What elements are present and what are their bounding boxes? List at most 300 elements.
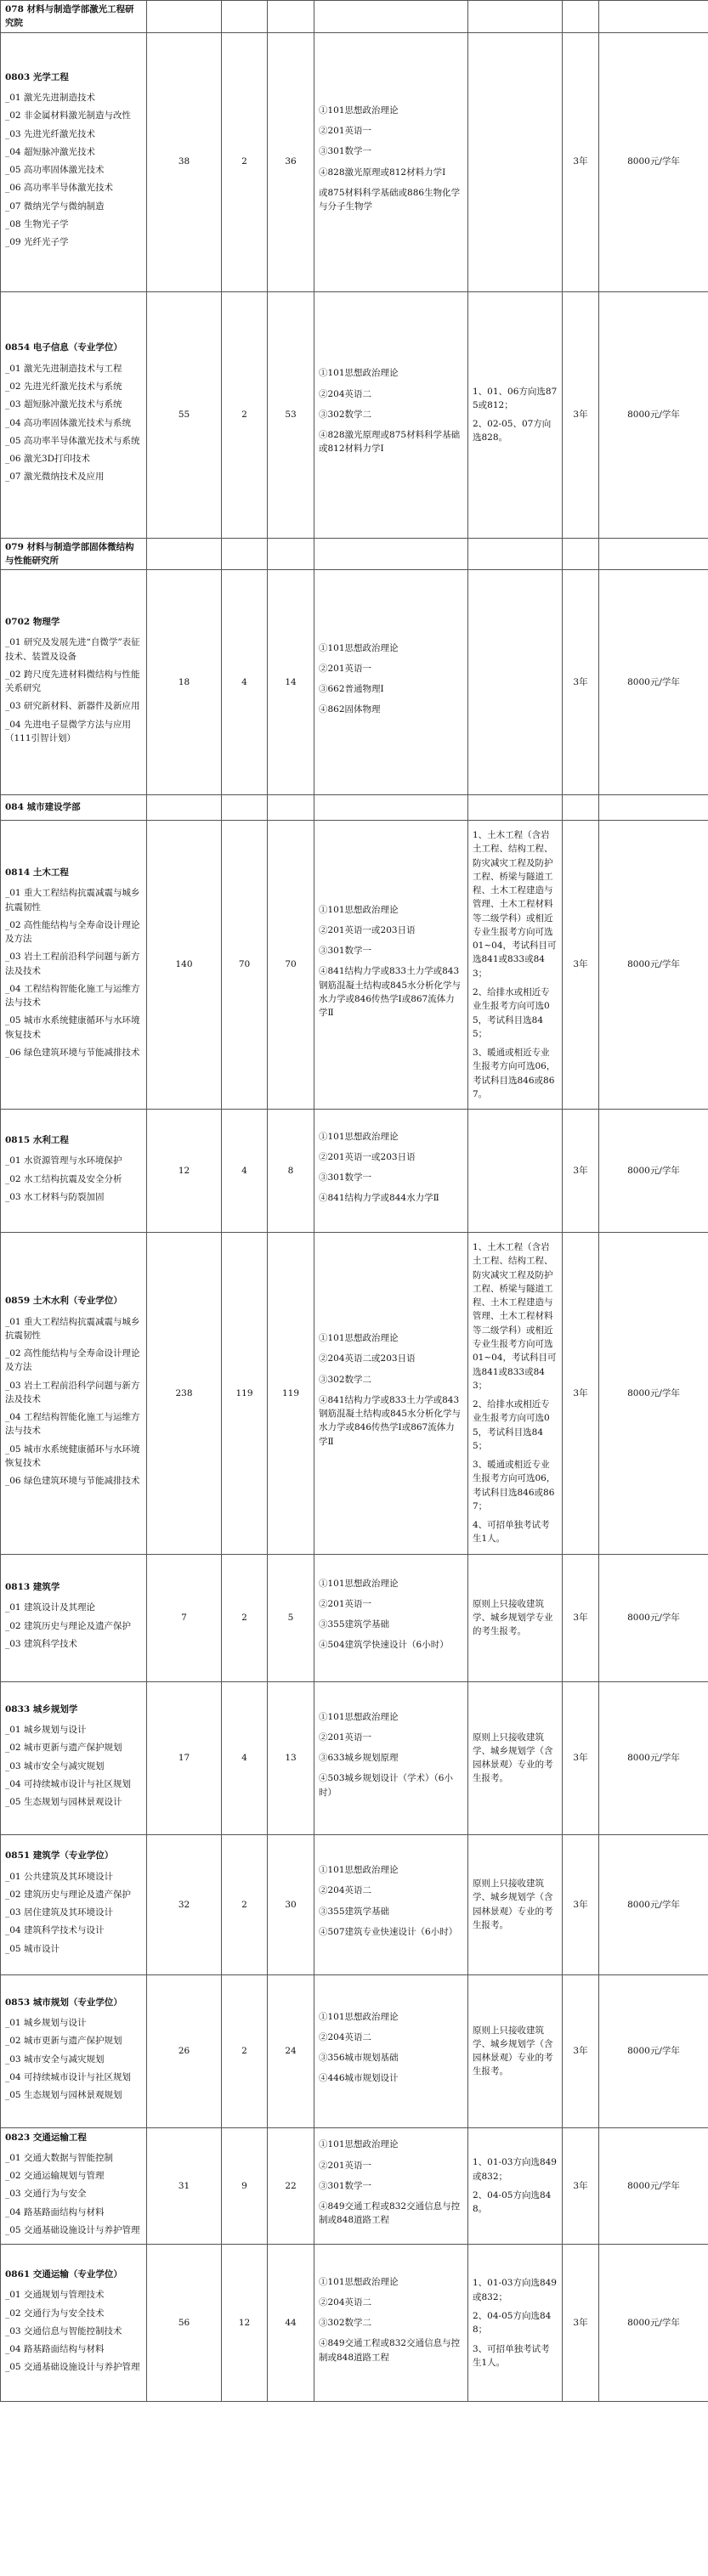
research-direction: _04 可持续城市设计与社区规划 [5, 1778, 131, 1789]
research-direction: _01 激光先进制造技术与工程 [5, 363, 122, 374]
institute-title: 079 材料与制造学部固体微结构与性能研究所 [5, 541, 134, 566]
total-value: 38 [178, 156, 190, 167]
major-cell [1, 1834, 147, 1974]
major-cell [1, 1233, 147, 1555]
exam-subject: ①101思想政治理论 [319, 1865, 399, 1876]
note: 原则上只接收建筑学、城乡规划学专业的考生报考。 [473, 1598, 553, 1637]
exam-subjects-cell [314, 1681, 468, 1834]
recommended-cell [222, 821, 268, 1110]
note: 1、01-03方向选849或832； [473, 2278, 557, 2302]
research-direction: _05 高功率半导体激光技术与系统 [5, 435, 140, 446]
total-value: 7 [181, 1613, 187, 1624]
tuition-fee: 8000元/学年 [627, 676, 680, 687]
recommended-cell [222, 1681, 268, 1834]
research-direction: _03 研究新材料、新器件及新应用 [5, 701, 140, 712]
empty-cell [314, 795, 468, 821]
tuition-cell [599, 1974, 708, 2127]
years-cell [563, 32, 599, 291]
major-title: 0803 光学工程 [5, 71, 69, 82]
years-cell [563, 291, 599, 538]
exam-subjects-cell [314, 821, 468, 1110]
research-direction: _04 超短脉冲激光技术 [5, 146, 95, 157]
total-cell [147, 1554, 222, 1681]
exam-subjects-cell [314, 2245, 468, 2402]
research-direction: _09 光纤光子学 [5, 237, 69, 248]
notes-cell [468, 1681, 563, 1834]
recommended-value: 9 [241, 2180, 247, 2191]
research-direction: _05 高功率固体激光技术 [5, 165, 105, 176]
major-cell [1, 821, 147, 1110]
exam_quota-value: 13 [285, 1753, 297, 1764]
study-years: 3年 [573, 676, 588, 687]
research-direction: _03 城市安全与减灾规划 [5, 2053, 105, 2065]
exam_quota-cell [268, 821, 314, 1110]
exam-subjects-cell [314, 1110, 468, 1233]
total-value: 17 [178, 1753, 190, 1764]
exam_quota-value: 70 [285, 959, 297, 970]
recommended-cell [222, 1554, 268, 1681]
research-direction: _04 先进电子显微学方法与应用（111引智计划） [5, 719, 131, 743]
research-direction: _03 交通信息与智能控制技术 [5, 2325, 122, 2336]
recommended-cell [222, 1834, 268, 1974]
tuition-fee: 8000元/学年 [627, 2180, 680, 2191]
research-direction: _05 交通基础设施设计与养护管理 [5, 2225, 140, 2236]
exam-subjects-cell [314, 570, 468, 795]
recommended-value: 2 [241, 1613, 247, 1624]
research-direction: _04 高功率固体激光技术与系统 [5, 417, 131, 428]
total-value: 140 [175, 959, 193, 970]
tuition-cell [599, 570, 708, 795]
total-cell [147, 1974, 222, 2127]
tuition-fee: 8000元/学年 [627, 2046, 680, 2057]
major-title: 0813 建筑学 [5, 1582, 60, 1593]
major-row [1, 2245, 708, 2402]
research-direction: _04 路基路面结构与材料 [5, 2344, 105, 2355]
notes-cell [468, 291, 563, 538]
research-direction: _05 城市设计 [5, 1943, 59, 1954]
exam-subjects-cell [314, 1233, 468, 1555]
empty-cell [599, 538, 708, 570]
total-value: 26 [178, 2046, 190, 2057]
total-cell [147, 570, 222, 795]
empty-cell [222, 1, 268, 33]
recommended-cell [222, 1974, 268, 2127]
empty-cell [147, 1, 222, 33]
exam-subject: ④828激光原理或812材料力学Ⅰ [319, 167, 446, 178]
exam-subject: ①101思想政治理论 [319, 2011, 399, 2022]
major-title: 0823 交通运输工程 [5, 2132, 87, 2143]
major-title: 0702 物理学 [5, 617, 60, 627]
research-direction: _02 城市更新与遗产保护规划 [5, 1743, 122, 1754]
study-years: 3年 [573, 1387, 588, 1398]
notes-cell [468, 1233, 563, 1555]
major-cell [1, 2245, 147, 2402]
total-value: 55 [178, 409, 190, 420]
exam-subject: ③301数学一 [319, 1172, 372, 1183]
exam-subject: ①101思想政治理论 [319, 368, 399, 379]
exam-subjects-cell [314, 291, 468, 538]
institute-name [1, 795, 147, 821]
exam-subject: ③662普通物理Ⅰ [319, 684, 384, 695]
major-row [1, 1110, 708, 1233]
recommended-value: 4 [241, 1753, 247, 1764]
research-direction: _01 城乡规划与设计 [5, 1725, 87, 1736]
total-value: 238 [175, 1387, 193, 1398]
exam_quota-value: 5 [287, 1613, 294, 1624]
exam-subject: ②204英语二或203日语 [319, 1353, 416, 1364]
total-value: 56 [178, 2318, 190, 2329]
research-direction: _02 先进光纤激光技术与系统 [5, 381, 122, 392]
note: 原则上只接收建筑学、城乡规划学（含园林景观）专业的考生报考。 [473, 2025, 553, 2077]
tuition-cell [599, 1834, 708, 1974]
major-title: 0854 电子信息（专业学位） [5, 342, 122, 353]
exam-subject: ③301数学一 [319, 146, 372, 157]
recommended-value: 2 [241, 409, 247, 420]
exam-subject: ④503城乡规划设计（学术）（6小时） [319, 1773, 453, 1798]
research-direction: _01 水资源管理与水环境保护 [5, 1155, 122, 1167]
exam-subject: ③356城市规划基础 [319, 2053, 399, 2064]
exam-subject: ②201英语一或203日语 [319, 1151, 416, 1162]
note: 1、01-03方向选849或832； [473, 2157, 557, 2182]
research-direction: _01 重大工程结构抗震减震与城乡抗震韧性 [5, 888, 140, 912]
tuition-fee: 8000元/学年 [627, 1613, 680, 1624]
tuition-cell [599, 2245, 708, 2402]
exam_quota-value: 44 [285, 2318, 297, 2329]
recommended-cell [222, 1110, 268, 1233]
note: 2、给排水或相近专业生报考方向可选05，考试科目选845； [473, 1399, 550, 1451]
major-row [1, 1681, 708, 1834]
recommended-cell [222, 2127, 268, 2245]
research-direction: _01 公共建筑及其环境设计 [5, 1871, 113, 1882]
major-row [1, 570, 708, 795]
exam_quota-cell [268, 32, 314, 291]
recommended-cell [222, 291, 268, 538]
major-title: 0815 水利工程 [5, 1135, 69, 1146]
note: 3、暖通或相近专业生报考方向可选06，考试科目选846或867。 [473, 1048, 556, 1099]
research-direction: _02 水工结构抗震及安全分析 [5, 1173, 122, 1184]
recommended-cell [222, 570, 268, 795]
research-direction: _06 激光3D打印技术 [5, 454, 91, 465]
notes-cell [468, 2245, 563, 2402]
exam-subject: ②201英语一 [319, 2160, 372, 2171]
exam-subject: ④841结构力学或833土力学或843钢筋混凝土结构或845水分析化学与水力学或846传热学Ⅰ或867流体力学Ⅱ [319, 1394, 462, 1447]
research-direction: _06 高功率半导体激光技术 [5, 183, 113, 194]
empty-cell [563, 1, 599, 33]
institute-row [1, 538, 708, 570]
recommended-cell [222, 1233, 268, 1555]
research-direction: _04 建筑科学技术与设计 [5, 1925, 105, 1936]
total-cell [147, 291, 222, 538]
exam-subject: ③301数学一 [319, 2180, 372, 2191]
major-row [1, 1554, 708, 1681]
research-direction: _03 交通行为与安全 [5, 2189, 87, 2200]
exam-subject: ①101思想政治理论 [319, 1332, 399, 1343]
total-value: 12 [178, 1165, 190, 1176]
exam_quota-value: 24 [285, 2046, 297, 2057]
exam_quota-value: 53 [285, 409, 297, 420]
total-cell [147, 1834, 222, 1974]
study-years: 3年 [573, 1165, 588, 1176]
exam-subject: ①101思想政治理论 [319, 105, 399, 116]
study-years: 3年 [573, 2318, 588, 2329]
years-cell [563, 1110, 599, 1233]
years-cell [563, 570, 599, 795]
research-direction: _07 微纳光学与微纳制造 [5, 201, 105, 212]
research-direction: _01 城乡规划与设计 [5, 2018, 87, 2029]
major-title: 0853 城市规划（专业学位） [5, 1997, 122, 2008]
study-years: 3年 [573, 1899, 588, 1910]
exam_quota-cell [268, 570, 314, 795]
exam_quota-cell [268, 1554, 314, 1681]
notes-cell [468, 1554, 563, 1681]
empty-cell [563, 795, 599, 821]
study-years: 3年 [573, 2046, 588, 2057]
total-cell [147, 1681, 222, 1834]
empty-cell [268, 795, 314, 821]
exam-subject: ③355建筑学基础 [319, 1906, 390, 1917]
empty-cell [314, 1, 468, 33]
exam_quota-value: 8 [287, 1165, 294, 1176]
research-direction: _05 城市水系统健康循环与水环境恢复技术 [5, 1015, 140, 1040]
major-row [1, 1233, 708, 1555]
tuition-fee: 8000元/学年 [627, 1753, 680, 1764]
empty-cell [563, 538, 599, 570]
tuition-cell [599, 1554, 708, 1681]
exam_quota-cell [268, 2245, 314, 2402]
recommended-value: 2 [241, 1899, 247, 1910]
research-direction: _01 建筑设计及其理论 [5, 1602, 95, 1613]
research-direction: _06 绿色建筑环境与节能减排技术 [5, 1476, 140, 1487]
exam_quota-value: 119 [281, 1387, 300, 1398]
study-years: 3年 [573, 1753, 588, 1764]
notes-cell [468, 1110, 563, 1233]
recommended-cell [222, 32, 268, 291]
note: 原则上只接收建筑学、城乡规划学（含园林景观）专业的考生报考。 [473, 1878, 553, 1930]
years-cell [563, 2127, 599, 2245]
years-cell [563, 2245, 599, 2402]
exam-subject: ④507建筑专业快速设计（6小时） [319, 1926, 458, 1937]
note: 1、土木工程（含岩土工程、结构工程、防灾减灾工程及防护工程、桥梁与隧道工程、土木工程建造与管理、土木工程材料等二级学科）或相近专业生报考方向可选01~04，考试科目可选841或833或843； [473, 1242, 557, 1391]
exam-subjects-cell [314, 1834, 468, 1974]
total-cell [147, 2127, 222, 2245]
notes-cell [468, 32, 563, 291]
research-direction: _02 交通运输规划与管理 [5, 2171, 105, 2182]
empty-cell [147, 538, 222, 570]
recommended-value: 2 [241, 156, 247, 167]
research-direction: _02 非金属材料激光制造与改性 [5, 110, 131, 121]
major-cell [1, 570, 147, 795]
note: 2、给排水或相近专业生报考方向可选05，考试科目选845； [473, 986, 550, 1039]
research-direction: _04 工程结构智能化施工与运维方法与技术 [5, 1412, 140, 1437]
major-cell [1, 32, 147, 291]
research-direction: _02 交通行为与安全技术 [5, 2308, 105, 2319]
major-cell [1, 1681, 147, 1834]
note: 3、可招单独考试考生1人。 [473, 2343, 550, 2368]
major-title: 0833 城乡规划学 [5, 1703, 78, 1715]
major-title: 0851 建筑学（专业学位） [5, 1850, 114, 1861]
empty-cell [599, 795, 708, 821]
empty-cell [268, 1, 314, 33]
research-direction: _02 建筑历史与理论及遗产保护 [5, 1889, 131, 1900]
exam-subject: ④862固体物理 [319, 704, 381, 715]
exam-subject: ③633城乡规划原理 [319, 1753, 399, 1764]
research-direction: _02 建筑历史与理论及遗产保护 [5, 1620, 131, 1631]
major-cell [1, 1554, 147, 1681]
exam-subject: ②201英语一 [319, 126, 372, 136]
tuition-fee: 8000元/学年 [627, 156, 680, 167]
recommended-value: 2 [241, 2046, 247, 2057]
total-cell [147, 821, 222, 1110]
empty-cell [314, 538, 468, 570]
exam-subject: ②201英语一 [319, 1598, 372, 1609]
tuition-cell [599, 1110, 708, 1233]
exam-subjects-cell [314, 1974, 468, 2127]
exam-subject: ①101思想政治理论 [319, 1711, 399, 1722]
exam-subject: ③302数学二 [319, 2318, 372, 2329]
recommended-cell [222, 2245, 268, 2402]
note: 2、02-05、07方向选828。 [473, 419, 552, 443]
research-direction: _01 交通大数据与智能控制 [5, 2152, 113, 2163]
exam-subject: ②204英语二 [319, 2031, 372, 2042]
study-years: 3年 [573, 156, 588, 167]
exam-subjects-cell [314, 32, 468, 291]
total-value: 18 [178, 676, 190, 687]
research-direction: _05 城市水系统健康循环与水环境恢复技术 [5, 1443, 140, 1468]
exam-subject: ①101思想政治理论 [319, 2276, 399, 2287]
notes-cell [468, 821, 563, 1110]
major-cell [1, 1974, 147, 2127]
major-cell [1, 2127, 147, 2245]
major-title: 0859 土木水利（专业学位） [5, 1296, 122, 1307]
empty-cell [468, 538, 563, 570]
institute-name [1, 1, 147, 33]
empty-cell [147, 795, 222, 821]
exam_quota-value: 14 [285, 676, 297, 687]
tuition-cell [599, 32, 708, 291]
note: 原则上只接收建筑学、城乡规划学（含园林景观）专业的考生报考。 [473, 1731, 553, 1784]
total-cell [147, 1233, 222, 1555]
tuition-cell [599, 2127, 708, 2245]
major-row [1, 291, 708, 538]
note: 2、04-05方向选848； [473, 2311, 552, 2336]
exam_quota-cell [268, 1110, 314, 1233]
exam_quota-value: 22 [285, 2180, 297, 2191]
research-direction: _02 高性能结构与全寿命设计理论及方法 [5, 919, 140, 945]
exam-subjects-cell [314, 2127, 468, 2245]
exam_quota-cell [268, 291, 314, 538]
exam-subject: ④446城市规划设计 [319, 2073, 399, 2084]
exam_quota-cell [268, 1834, 314, 1974]
institute-title: 084 城市建设学部 [5, 802, 81, 813]
notes-cell [468, 1974, 563, 2127]
total-cell [147, 32, 222, 291]
exam-subject: ②204英语二 [319, 2296, 372, 2308]
total-cell [147, 2245, 222, 2402]
exam-subject: ③302数学二 [319, 409, 372, 420]
research-direction: _03 水工材料与防裂加固 [5, 1191, 105, 1202]
exam-subject: ④504建筑学快速设计（6小时） [319, 1640, 449, 1651]
research-direction: _03 岩土工程前沿科学问题与新方法及技术 [5, 952, 140, 976]
study-years: 3年 [573, 2180, 588, 2191]
note: 1、土木工程（含岩土工程、结构工程、防灾减灾工程及防护工程、桥梁与隧道工程、土木工程建造与管理、土木工程材料等二级学科）或相近专业生报考方向可选01~04，考试科目可选841或833或843； [473, 830, 557, 979]
major-cell [1, 291, 147, 538]
exam-subject: ④841结构力学或833土力学或843钢筋混凝土结构或845水分析化学与水力学或846传热学Ⅰ或867流体力学Ⅱ [319, 966, 462, 1019]
research-direction: _02 城市更新与遗产保护规划 [5, 2036, 122, 2047]
tuition-fee: 8000元/学年 [627, 2318, 680, 2329]
empty-cell [222, 795, 268, 821]
major-row [1, 2127, 708, 2245]
exam-subject: ②204英语二 [319, 388, 372, 399]
research-direction: _04 可持续城市设计与社区规划 [5, 2071, 131, 2082]
exam-subject: ③301数学一 [319, 946, 372, 957]
note: 2、04-05方向选848。 [473, 2189, 552, 2215]
note: 4、可招单独考试考生1人。 [473, 1520, 550, 1545]
exam_quota-cell [268, 1233, 314, 1555]
exam-subject: ①101思想政治理论 [319, 1578, 399, 1589]
years-cell [563, 1681, 599, 1834]
exam-subject: ④849交通工程或832交通信息与控制或848道路工程 [319, 2201, 461, 2226]
research-direction: _05 生态规划与园林景观规划 [5, 2090, 122, 2101]
total-cell [147, 1110, 222, 1233]
exam-subject: ④828激光原理或875材料科学基础或812材料力学Ⅰ [319, 430, 461, 455]
exam-subject: ②201英语一或203日语 [319, 924, 416, 935]
recommended-value: 119 [235, 1387, 253, 1398]
institute-row [1, 1, 708, 33]
research-direction: _05 生态规划与园林景观设计 [5, 1797, 122, 1808]
research-direction: _07 激光微纳技术及应用 [5, 472, 105, 483]
research-direction: _01 激光先进制造技术 [5, 92, 95, 103]
study-years: 3年 [573, 409, 588, 420]
exam_quota-cell [268, 1681, 314, 1834]
recommended-value: 12 [238, 2318, 251, 2329]
exam-subjects-cell [314, 1554, 468, 1681]
tuition-cell [599, 291, 708, 538]
years-cell [563, 1233, 599, 1555]
notes-cell [468, 1834, 563, 1974]
research-direction: _04 工程结构智能化施工与运维方法与技术 [5, 983, 140, 1008]
notes-cell [468, 2127, 563, 2245]
tuition-fee: 8000元/学年 [627, 1899, 680, 1910]
tuition-cell [599, 1233, 708, 1555]
exam-subject: ②204英语二 [319, 1885, 372, 1896]
exam-subject: ④841结构力学或844水力学Ⅱ [319, 1193, 439, 1204]
tuition-fee: 8000元/学年 [627, 1387, 680, 1398]
exam-subject: 或875材料科学基础或886生物化学与分子生物学 [319, 187, 461, 212]
exam_quota-value: 36 [285, 156, 297, 167]
exam_quota-value: 30 [285, 1899, 297, 1910]
years-cell [563, 1554, 599, 1681]
major-cell [1, 1110, 147, 1233]
exam-subject: ②201英语一 [319, 663, 372, 674]
research-direction: _01 交通规划与管理技术 [5, 2290, 105, 2301]
research-direction: _03 居住建筑及其环境设计 [5, 1907, 113, 1918]
tuition-fee: 8000元/学年 [627, 959, 680, 970]
recommended-value: 4 [241, 676, 247, 687]
exam-subject: ①101思想政治理论 [319, 2139, 399, 2150]
research-direction: _03 城市安全与减灾规划 [5, 1760, 105, 1771]
years-cell [563, 821, 599, 1110]
research-direction: _03 建筑科学技术 [5, 1638, 77, 1649]
recommended-value: 4 [241, 1165, 247, 1176]
table-body [1, 1, 708, 2402]
exam-subject: ②201英语一 [319, 1731, 372, 1743]
years-cell [563, 1834, 599, 1974]
study-years: 3年 [573, 1613, 588, 1624]
empty-cell [599, 1, 708, 33]
major-title: 0814 土木工程 [5, 867, 69, 878]
exam_quota-cell [268, 2127, 314, 2245]
total-value: 32 [178, 1899, 190, 1910]
